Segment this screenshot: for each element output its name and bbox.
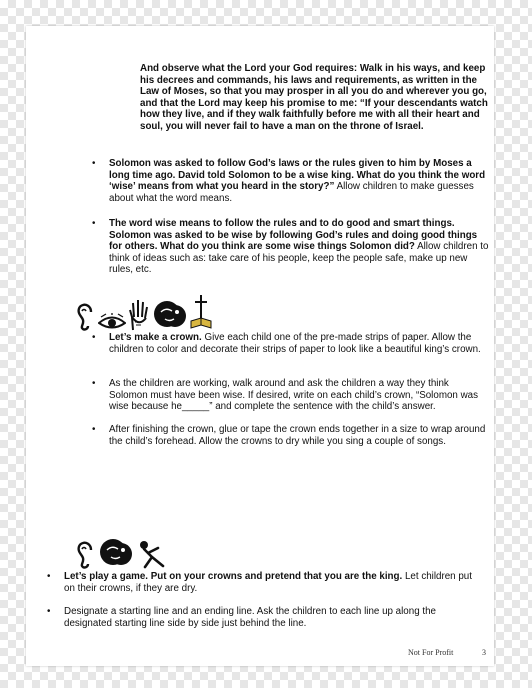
list-item bbox=[47, 606, 484, 629]
normal-text: Allow children to think of ideas such as: take care of his people, keep the people safe, make up new rules, etc. bbox=[109, 241, 489, 276]
bold-text: Let’s make a crown. bbox=[109, 332, 202, 343]
icon-row-2 bbox=[76, 537, 166, 574]
cross-bible-icon bbox=[190, 293, 212, 336]
bullet-dot: • bbox=[92, 424, 96, 435]
normal-text: Give each child one of the pre-made strips of paper. Allow the children to color and decorate their strips of paper to look like a beautiful king’s crown. bbox=[109, 332, 481, 355]
bold-text: Solomon was asked to follow God’s laws or the rules given to him by Moses a long time ago. David told Solomon to be a wise king. What do you think the word ‘wise’ means from what you heard in the story?” bbox=[109, 158, 486, 193]
bullet-dot: • bbox=[92, 158, 96, 169]
bold-text: Let’s play a game. Put on your crowns and pretend that you are the king. bbox=[64, 571, 403, 582]
icon-row-1 bbox=[76, 293, 212, 336]
normal-text: Allow children to make guesses about what the word means. bbox=[109, 181, 474, 204]
list-item bbox=[92, 424, 489, 447]
list-item bbox=[92, 332, 489, 355]
footer-label: Not For Profit bbox=[408, 648, 454, 657]
bullet-dot: • bbox=[92, 378, 96, 389]
hand-icon bbox=[128, 297, 150, 336]
bullet-dot: • bbox=[92, 332, 96, 343]
normal-text: As the children are working, walk around and ask the children a way they think Solomon must have been wise. If desired, write on each child’s crown, “Solomon was wise because he_____” and complete the sentence with the child’s answer. bbox=[109, 378, 479, 413]
heads-icon bbox=[152, 299, 188, 336]
list-item bbox=[47, 571, 484, 594]
bullet-dot: • bbox=[47, 571, 51, 582]
ear-icon bbox=[76, 541, 96, 574]
bold-text: The word wise means to follow the rules and to do good and smart things. Solomon was asked to be wise by following God’s rules and doing good things for others. What do you think are some wise things Solomon did? bbox=[109, 218, 478, 253]
bullet-dot: • bbox=[92, 218, 96, 229]
list-item bbox=[92, 158, 489, 204]
heads-icon bbox=[98, 537, 134, 574]
page-number: 3 bbox=[482, 648, 486, 657]
scripture-quote: And observe what the Lord your God requires: Walk in his ways, and keep his decrees and commands, his laws and requirements, as written in the Law of Moses, so that you may prosper in all you do and wherever you go, and that the Lord may keep his promise to me: “If your descendants watch how they live, and if they walk faithfully before me with all their heart and soul, you will never fail to have a man on the throne of Israel. bbox=[140, 63, 488, 132]
normal-text: After finishing the crown, glue or tape the crown ends together in a size to wrap around the child’s forehead. Allow the crowns to dry while you sing a couple of songs. bbox=[109, 424, 486, 447]
normal-text: Let children put on their crowns, if they are dry. bbox=[64, 571, 472, 594]
page-footer bbox=[408, 648, 486, 657]
normal-text: Designate a starting line and an ending line. Ask the children to each line up along the designated starting line side by side just behind the line. bbox=[64, 606, 436, 629]
list-item bbox=[92, 378, 489, 413]
bullet-dot: • bbox=[47, 606, 51, 617]
movement-icon bbox=[136, 539, 166, 574]
list-item bbox=[92, 218, 489, 276]
